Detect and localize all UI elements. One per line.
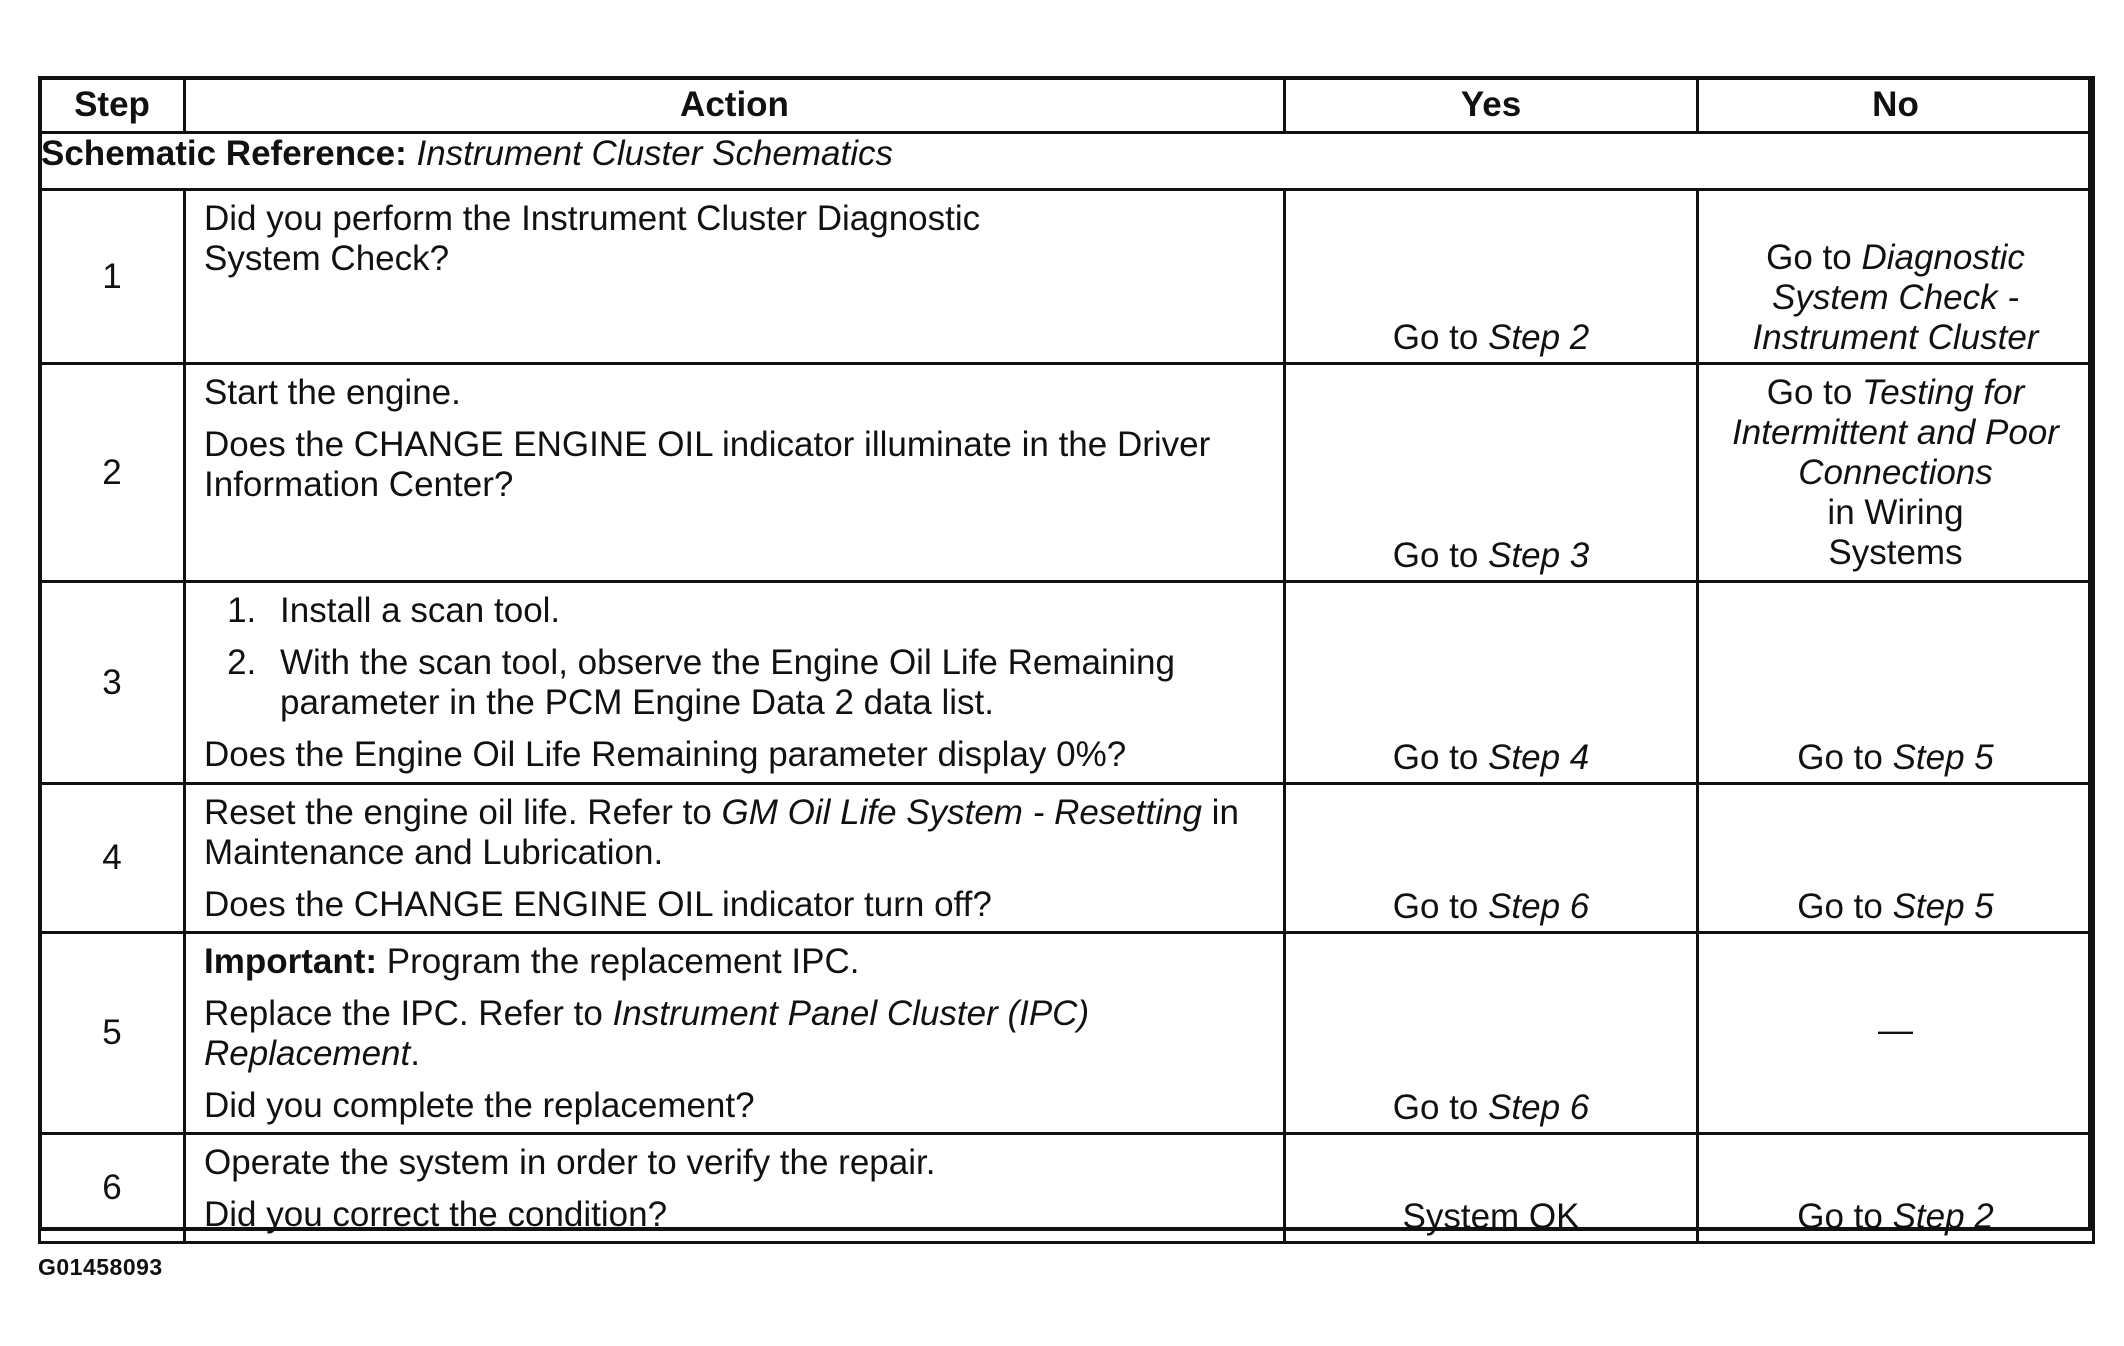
yes-text: System OK: [1402, 1197, 1580, 1236]
schematic-reference-cell: [40, 133, 2094, 190]
yes-link[interactable]: Step 2: [1488, 318, 1590, 357]
figure-id: G01458093: [38, 1254, 163, 1280]
action-cell: [185, 784, 1285, 933]
no-link[interactable]: Testing for Intermittent and Poor Connections: [1732, 373, 2059, 492]
no-cell: [1698, 933, 2094, 1134]
no-suffix: in Wiring Systems: [1827, 493, 1964, 572]
no-prefix: Go to: [1797, 738, 1893, 777]
header-no: No: [1698, 78, 2094, 133]
yes-cell: [1285, 933, 1698, 1134]
action-cell: [185, 582, 1285, 784]
procedure-list: [204, 591, 1265, 723]
no-prefix: Go to: [1797, 887, 1893, 926]
step-number: 1: [40, 190, 185, 364]
header-step: Step: [40, 78, 185, 133]
diagnostic-table: [38, 76, 2095, 1244]
important-text: Program the replacement IPC.: [377, 942, 860, 981]
yes-link[interactable]: Step 4: [1488, 738, 1590, 777]
action-cell: [185, 364, 1285, 582]
yes-link[interactable]: Step 3: [1488, 536, 1590, 575]
yes-cell: [1285, 190, 1698, 364]
step-number: 6: [40, 1134, 185, 1243]
header-yes: Yes: [1285, 78, 1698, 133]
step-number: 2: [40, 364, 185, 582]
action-prefix: Replace the IPC. Refer to: [204, 994, 613, 1033]
action-cell: [185, 1134, 1285, 1243]
action-suffix: in Maintenance and Lubrication.: [204, 793, 1239, 872]
important-note: [204, 942, 1265, 982]
no-cell: [1698, 1134, 2094, 1243]
step-number: 3: [40, 582, 185, 784]
action-prefix: Reset the engine oil life. Refer to: [204, 793, 722, 832]
list-item: 1. Install a scan tool.: [266, 591, 1265, 631]
no-link[interactable]: Diagnostic System Check - Instrument Cluster: [1752, 238, 2039, 357]
no-prefix: Go to: [1766, 238, 1862, 277]
schematic-reference-link[interactable]: Instrument Cluster Schematics: [416, 134, 894, 173]
action-text: [204, 994, 1265, 1074]
important-label: Important:: [204, 942, 378, 981]
action-question: Does the Engine Oil Life Remaining parameter display 0%?: [204, 735, 1127, 774]
action-link[interactable]: GM Oil Life System - Resetting: [721, 793, 1202, 832]
yes-link[interactable]: Step 6: [1488, 1088, 1590, 1127]
schematic-reference-row: [40, 133, 2094, 190]
no-dash: —: [1878, 1011, 1913, 1050]
no-cell: [1698, 784, 2094, 933]
no-prefix: Go to: [1766, 373, 1863, 412]
action-question: Did you correct the condition?: [204, 1195, 668, 1234]
table-row: [40, 190, 2094, 364]
no-cell: [1698, 364, 2094, 582]
action-line: Start the engine.: [204, 373, 461, 412]
no-link[interactable]: Step 2: [1892, 1197, 1994, 1236]
no-prefix: Go to: [1797, 1197, 1893, 1236]
header-action: Action: [185, 78, 1285, 133]
yes-cell: [1285, 364, 1698, 582]
yes-prefix: Go to: [1392, 1088, 1489, 1127]
yes-prefix: Go to: [1392, 738, 1489, 777]
yes-prefix: Go to: [1392, 318, 1489, 357]
table-row: [40, 1134, 2094, 1243]
action-question: Does the CHANGE ENGINE OIL indicator turn off?: [204, 885, 992, 924]
no-cell: [1698, 582, 2094, 784]
yes-cell: [1285, 582, 1698, 784]
table-row: [40, 364, 2094, 582]
action-cell: [185, 190, 1285, 364]
action-question: Did you complete the replacement?: [204, 1086, 755, 1125]
table-row: [40, 784, 2094, 933]
action-text: Did you perform the Instrument Cluster Diagnostic System Check?: [204, 199, 981, 278]
list-item: 2. With the scan tool, observe the Engine Oil Life Remaining parameter in the PCM Engine Data 2 data list.: [266, 643, 1265, 723]
yes-link[interactable]: Step 6: [1488, 887, 1590, 926]
no-link[interactable]: Step 5: [1892, 887, 1994, 926]
no-cell: [1698, 190, 2094, 364]
schematic-reference-label: Schematic Reference:: [41, 134, 407, 173]
yes-cell: [1285, 1134, 1698, 1243]
action-line: Operate the system in order to verify the repair.: [204, 1143, 936, 1182]
action-link[interactable]: Instrument Panel Cluster (IPC) Replacement: [204, 994, 1090, 1073]
header-row: [40, 78, 2094, 133]
action-question: Does the CHANGE ENGINE OIL indicator illuminate in the Driver Information Center?: [204, 425, 1211, 504]
action-cell: [185, 933, 1285, 1134]
table-row: [40, 582, 2094, 784]
table-row: [40, 933, 2094, 1134]
step-number: 4: [40, 784, 185, 933]
no-link[interactable]: Step 5: [1892, 738, 1994, 777]
action-text: [204, 793, 1265, 873]
yes-prefix: Go to: [1392, 536, 1489, 575]
action-suffix: .: [410, 1034, 420, 1073]
step-number: 5: [40, 933, 185, 1134]
yes-cell: [1285, 784, 1698, 933]
yes-prefix: Go to: [1392, 887, 1489, 926]
